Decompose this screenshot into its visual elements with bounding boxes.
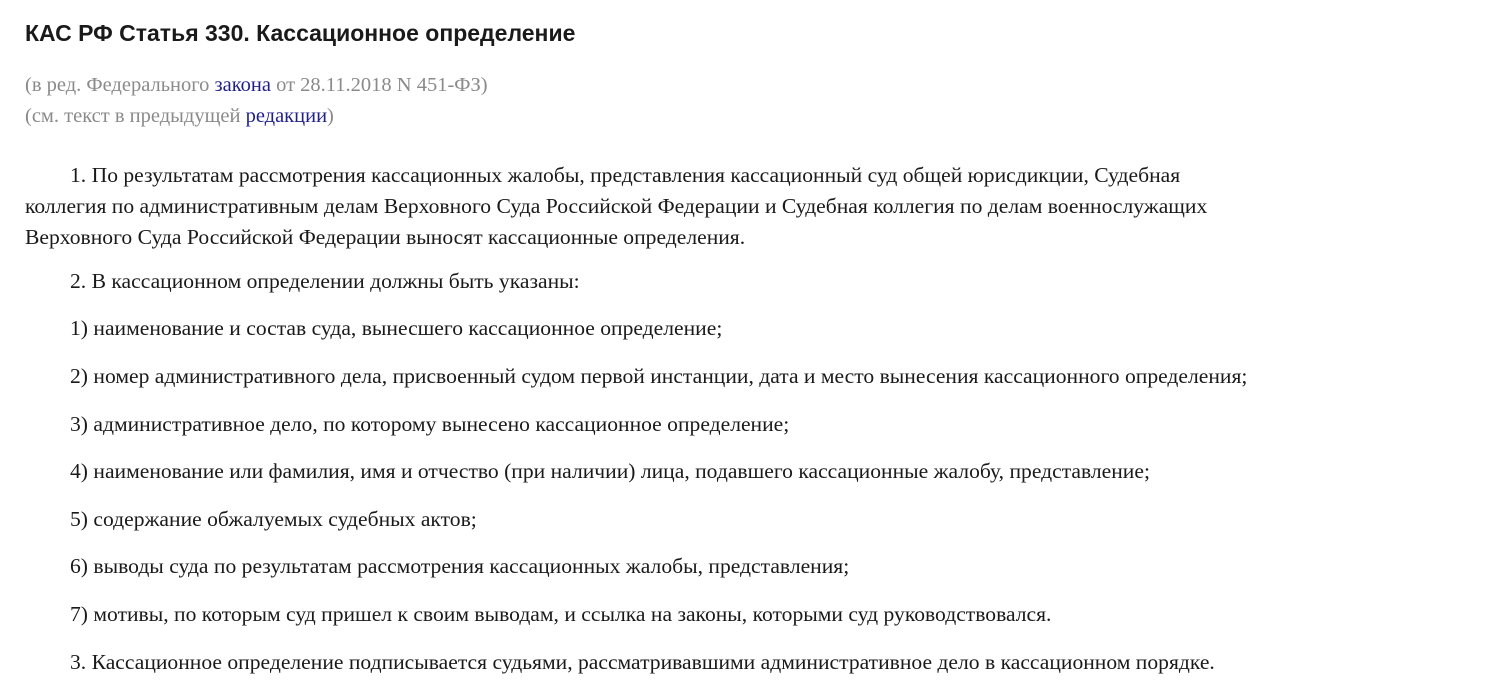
previous-note-before: (см. текст в предыдущей <box>25 105 246 127</box>
paragraph-1-line-3: Верховного Суда Российской Федерации выносят кассационные определения. <box>25 225 746 249</box>
list-item-3: 3) административное дело, по которому вынесено кассационное определение; <box>70 412 790 436</box>
edition-note-before: (в ред. Федерального <box>25 74 215 96</box>
list-item-4: 4) наименование или фамилия, имя и отчество (при наличии) лица, подавшего кассационные жалобу, представление; <box>70 459 1150 483</box>
previous-note-after: ) <box>327 105 334 127</box>
list-item-5: 5) содержание обжалуемых судебных актов; <box>70 507 477 531</box>
previous-edition-note <box>25 101 334 131</box>
paragraph-1-line-1: 1. По результатам рассмотрения кассационных жалобы, представления кассационный суд общей юрисдикции, Судебная <box>70 163 1181 187</box>
law-link[interactable]: закона <box>214 74 271 96</box>
edition-note-after: от 28.11.2018 N 451-ФЗ) <box>270 74 488 96</box>
list-item-2: 2) номер административного дела, присвоенный судом первой инстанции, дата и место вынесения кассационного определения; <box>70 364 1248 388</box>
paragraph-3: 3. Кассационное определение подписывается судьями, рассматривавшими административное дело в кассационном порядке. <box>70 650 1215 674</box>
edition-note <box>25 70 488 100</box>
paragraph-2: 2. В кассационном определении должны быть указаны: <box>70 269 580 293</box>
list-item-6: 6) выводы суда по результатам рассмотрения кассационных жалобы, представления; <box>70 554 850 578</box>
paragraph-1 <box>25 160 1207 253</box>
article-title: КАС РФ Статья 330. Кассационное определение <box>25 20 576 46</box>
previous-edition-link[interactable]: редакции <box>245 105 328 127</box>
list-item-1: 1) наименование и состав суда, вынесшего кассационное определение; <box>70 316 723 340</box>
paragraph-1-line-2: коллегия по административным делам Верховного Суда Российской Федерации и Судебная коллегия по делам военнослужащих <box>25 194 1208 218</box>
list-item-7: 7) мотивы, по которым суд пришел к своим выводам, и ссылка на законы, которыми суд руководствовался. <box>70 602 1052 626</box>
